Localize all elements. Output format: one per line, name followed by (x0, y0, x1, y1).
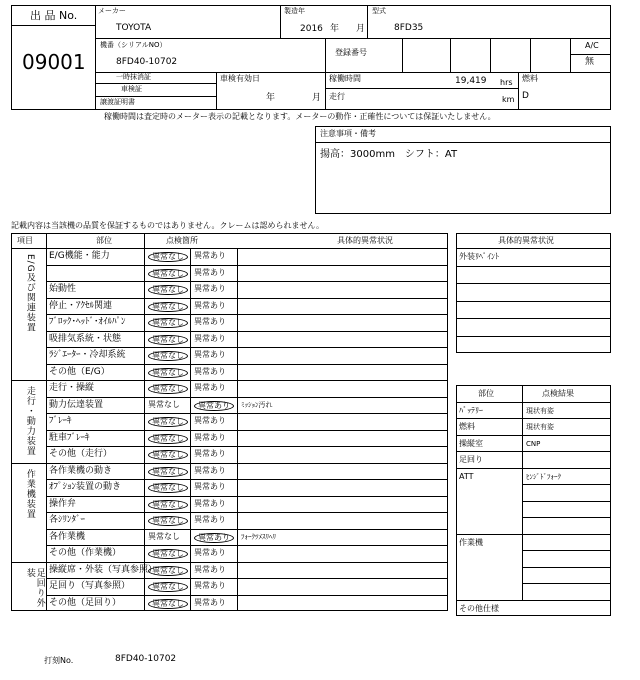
part-label: 停止・ｱｸｾﾙ関連 (49, 300, 113, 311)
hour-disclaimer: 稼働時間は査定時のメーター表示の記載となります。メーターの動作・正確性については保証いたしません。 (104, 112, 496, 121)
detail-row: 外装ﾘﾍﾟｲﾝﾄ (459, 252, 499, 261)
maker-label: メーカー (98, 7, 126, 15)
result-value: CNP (526, 439, 541, 448)
row-line (456, 402, 611, 403)
result-part: 燃料 (459, 422, 475, 431)
ac-label: A/C (585, 41, 599, 50)
att-row: ﾋﾝｼﾞﾄﾞﾌｫｰｸ (526, 472, 561, 481)
row-line (46, 314, 448, 315)
row-line (456, 248, 611, 249)
detail-header: 具体的異常状況 (498, 236, 554, 245)
part-label: 各ｼﾘﾝﾀﾞｰ (49, 515, 86, 525)
column-header-col_check: 点検箇所 (166, 236, 198, 245)
inspect-year-unit: 年 (266, 93, 276, 103)
serial-label: 機番（シリアルNO） (100, 41, 167, 49)
normal-option[interactable]: 異常なし (148, 450, 188, 460)
normal-option[interactable]: 異常なし (148, 483, 188, 493)
normal-option[interactable]: 異常なし (148, 582, 188, 592)
abnormal-option[interactable]: 異常あり (194, 333, 226, 343)
row-line (522, 583, 611, 584)
stamp-value: 8FD40-10702 (115, 654, 177, 664)
row-line (456, 468, 611, 469)
part-label: 操縦席・外装（写真参照） (49, 564, 158, 575)
row-line (46, 331, 448, 332)
abnormal-option[interactable]: 異常あり (194, 383, 226, 392)
normal-option[interactable]: 異常なし (148, 335, 188, 345)
row-line (46, 479, 448, 480)
normal-option[interactable]: 異常なし (148, 599, 188, 609)
stamp-label: 打刻No. (44, 656, 74, 665)
row-line (522, 550, 611, 551)
part-header: 部位 (478, 389, 494, 398)
serial-value: 8FD40-10702 (116, 57, 178, 67)
row-line (456, 451, 611, 452)
year-label: 製造年 (284, 7, 305, 15)
row-line (522, 484, 611, 485)
row-line (46, 265, 448, 266)
normal-option[interactable]: 異常なし (148, 302, 188, 312)
normal-option[interactable]: 異常なし (148, 516, 188, 526)
row-line (456, 283, 611, 284)
part-label: ﾗｼﾞｴｰﾀｰ・冷却系統 (49, 350, 126, 360)
km-label: 走行 (329, 92, 345, 101)
normal-option[interactable]: 異常なし (148, 531, 180, 541)
model-value: 8FD35 (394, 23, 424, 33)
row-line (456, 600, 611, 601)
normal-option[interactable]: 異常なし (148, 318, 188, 328)
abnormal-option[interactable]: 異常あり (194, 597, 226, 607)
row-line (46, 595, 448, 596)
vehicle-cert-label: 車検証 (121, 85, 142, 93)
row-line (46, 298, 448, 299)
abnormal-option[interactable]: 異常あり (194, 449, 226, 458)
hours-unit: hrs (500, 78, 513, 87)
abnormal-option[interactable]: 異常あり (194, 267, 226, 277)
group-line (11, 463, 448, 464)
group-label: E/G及び関連装置 (24, 254, 35, 333)
part-label: 始動性 (49, 284, 77, 294)
remarks-label: 注意事項・備考 (320, 129, 376, 138)
row-line (522, 517, 611, 518)
result-part: ﾊﾞｯﾃﾘｰ (459, 405, 483, 415)
part-label: 走行・操縦 (49, 383, 95, 393)
year-unit: 年 (330, 24, 340, 34)
group-label: 走行・動力装置 (24, 386, 35, 456)
remarks-box (315, 126, 611, 214)
row-line (46, 347, 448, 348)
abnormal-option[interactable]: 異常あり (194, 581, 226, 590)
km-unit: km (502, 95, 515, 104)
result-value: 現状有姿 (526, 406, 554, 415)
detail-text: ﾐｯｼｮﾝ汚れ (241, 400, 273, 409)
normal-option[interactable]: 異常なし (148, 252, 188, 262)
normal-option[interactable]: 異常なし (148, 285, 188, 295)
abnormal-option[interactable]: 異常あり (194, 564, 226, 574)
model-label: 型式 (372, 7, 386, 15)
part-label: 各作業機の動き (49, 465, 113, 476)
abnormal-option[interactable]: 異常あり (194, 482, 226, 491)
group-line (11, 380, 448, 381)
row-line (46, 430, 448, 431)
abnormal-option[interactable]: 異常あり (194, 533, 234, 543)
part-label: その他（E/G） (49, 366, 110, 377)
part-label: ﾌﾞﾛｯｸ･ﾍｯﾄﾞ･ｵｲﾙﾊﾟﾝ (49, 317, 126, 327)
inspect-month-unit: 月 (312, 93, 322, 103)
row-line (456, 318, 611, 319)
quality-disclaimer: 記載内容は当該機の品質を保証するものではありません。クレームは認められません。 (11, 221, 324, 230)
part-label: 駐車ﾌﾞﾚｰｷ (49, 432, 90, 443)
row-line (46, 397, 448, 398)
abnormal-option[interactable]: 異常あり (194, 432, 226, 442)
fuel-label: 燃料 (522, 74, 538, 83)
group-line (11, 562, 448, 563)
row-line (46, 578, 448, 579)
table-header-line (11, 248, 448, 249)
group-label: 足回り外装 (24, 567, 45, 608)
fuel-value: D (522, 91, 529, 101)
row-line (46, 496, 448, 497)
column-header-col_item: 項目 (17, 236, 33, 245)
transfer-cert-label: 譲渡証明書 (100, 98, 135, 106)
part-label: その他（作業機） (49, 548, 122, 558)
part-label: 各作業機 (49, 531, 86, 542)
result-part: 足回り (459, 455, 483, 464)
row-line (456, 266, 611, 267)
lot-number: 09001 (22, 50, 86, 74)
part-label: その他（走行） (49, 449, 113, 459)
att-label: ATT (459, 471, 474, 481)
header-box (11, 5, 611, 110)
row-line (456, 435, 611, 436)
other-label: その他仕様 (459, 603, 499, 613)
inspect-label: 車検有効日 (220, 74, 260, 83)
normal-option[interactable]: 異常なし (148, 434, 188, 444)
row-line (456, 301, 611, 302)
normal-option[interactable]: 異常なし (148, 549, 188, 559)
column-line (46, 233, 47, 611)
work-label: 作業機 (459, 537, 483, 547)
part-label: 吸排気系統・状態 (49, 333, 122, 344)
column-line (144, 233, 145, 611)
normal-option[interactable]: 異常なし (148, 467, 188, 477)
abnormal-option[interactable]: 異常あり (194, 284, 226, 293)
row-line (522, 501, 611, 502)
row-line (456, 418, 611, 419)
row-line (522, 567, 611, 568)
normal-option[interactable]: 異常なし (148, 566, 188, 576)
part-label: ﾌﾞﾚｰｷ (49, 416, 72, 426)
hours-value: 19,419 (455, 76, 487, 86)
result-header: 点検結果 (542, 389, 574, 398)
abnormal-option[interactable]: 異常あり (194, 548, 226, 557)
ac-value: 無 (585, 57, 595, 67)
row-line (46, 364, 448, 365)
abnormal-option[interactable]: 異常あり (194, 401, 234, 411)
row-line (46, 281, 448, 282)
result-value: 現状有姿 (526, 423, 554, 431)
abnormal-option[interactable]: 異常あり (194, 317, 226, 326)
maker-value: TOYOTA (116, 23, 152, 33)
abnormal-option[interactable]: 異常あり (194, 465, 226, 475)
part-label: ｵﾌﾟｼｮﾝ装置の動き (49, 482, 122, 492)
part-label: その他（足回り） (49, 597, 122, 608)
abnormal-option[interactable]: 異常あり (194, 251, 226, 260)
column-header-col_detail: 具体的異常状況 (337, 236, 393, 245)
row-line (46, 545, 448, 546)
abnormal-option[interactable]: 異常あり (194, 350, 226, 359)
detail-text: ﾌｫｰｸﾂﾒｽﾘﾍﾘ (241, 532, 276, 541)
month-unit: 月 (356, 24, 366, 34)
result-part: 操縦室 (459, 438, 483, 448)
abnormal-option[interactable]: 異常あり (194, 366, 226, 376)
row-line (46, 446, 448, 447)
year-value: 2016 (300, 24, 323, 34)
normal-option[interactable]: 異常なし (148, 351, 188, 361)
hours-label: 稼働時間 (329, 74, 361, 83)
row-line (46, 512, 448, 513)
normal-option[interactable]: 異常なし (148, 417, 188, 427)
abnormal-option[interactable]: 異常あり (194, 416, 226, 425)
normal-option[interactable]: 異常なし (148, 384, 188, 394)
abnormal-option[interactable]: 異常あり (194, 515, 226, 524)
reg-label: 登録番号 (335, 48, 367, 57)
row-line (456, 336, 611, 337)
lot-label: 出 品 No. (30, 9, 78, 22)
part-label: 操作弁 (49, 498, 77, 509)
row-line (46, 529, 448, 530)
normal-option[interactable]: 異常なし (148, 500, 188, 510)
normal-option[interactable]: 異常なし (148, 399, 180, 409)
part-label: 足回り（写真参照） (49, 581, 131, 591)
normal-option[interactable]: 異常なし (148, 368, 188, 378)
abnormal-option[interactable]: 異常あり (194, 498, 226, 508)
column-header-col_part: 部位 (96, 236, 112, 245)
part-label: E/G機能・能力 (49, 251, 110, 261)
temp-permit-label: 一時抹消証 (116, 73, 151, 81)
group-label: 作業機装置 (24, 468, 35, 519)
row-line (46, 413, 448, 414)
remarks-value: 揚高：3000mm シフト：AT (320, 149, 458, 160)
normal-option[interactable]: 異常なし (148, 269, 188, 279)
row-line (456, 534, 611, 535)
abnormal-option[interactable]: 異常あり (194, 300, 226, 310)
part-label: 動力伝達装置 (49, 399, 104, 410)
